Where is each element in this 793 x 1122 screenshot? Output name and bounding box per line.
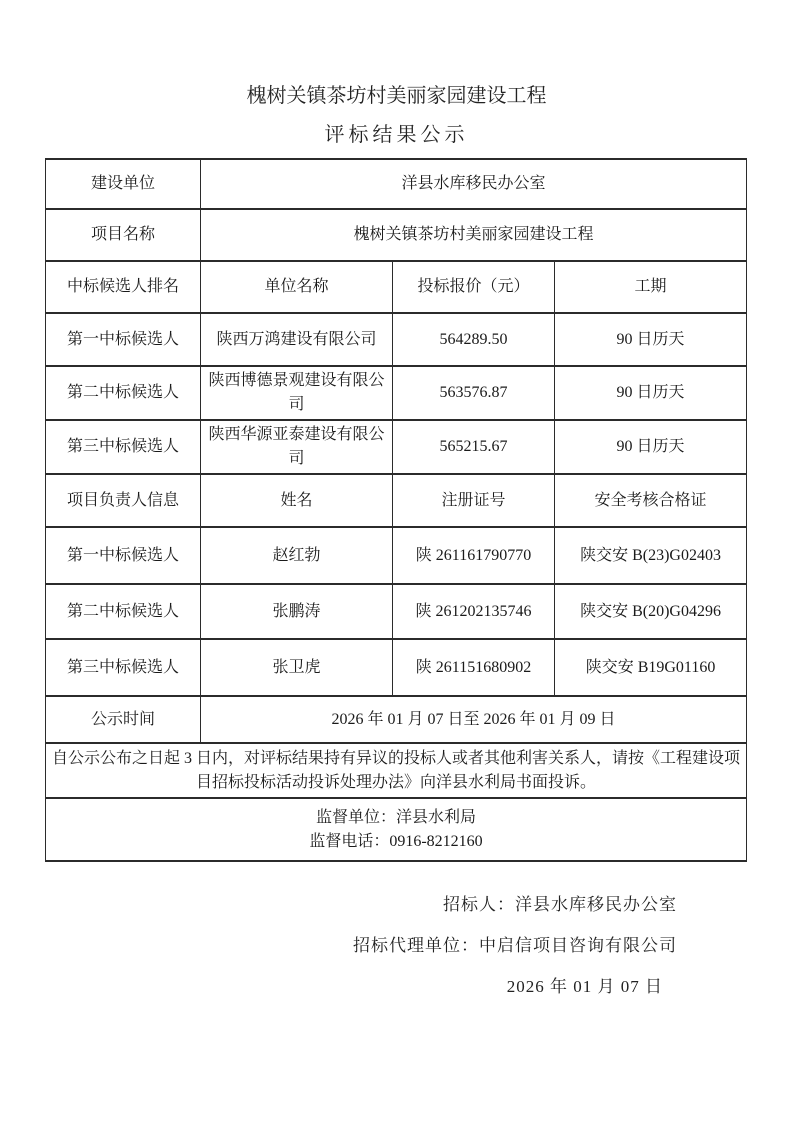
row-candidate-3 [46,420,747,474]
row-manager-1 [46,527,747,584]
manager-header-name: 姓名 [201,474,393,527]
manager-3-safety: 陕交安 B19G01160 [555,639,747,696]
manager-1-rank: 第一中标候选人 [46,527,201,584]
project-name-value: 槐树关镇茶坊村美丽家园建设工程 [201,209,747,261]
candidate-3-unit: 陕西华源亚泰建设有限公司 [201,420,393,474]
manager-3-name: 张卫虎 [201,639,393,696]
agency-line: 招标代理单位：中启信项目咨询有限公司 [353,936,677,955]
manager-3-rank: 第三中标候选人 [46,639,201,696]
candidate-header-price: 投标报价（元） [393,261,555,313]
candidate-1-unit: 陕西万鸿建设有限公司 [201,313,393,366]
row-construction-unit [46,159,747,209]
candidate-2-unit: 陕西博德景观建设有限公司 [201,366,393,420]
row-candidate-2 [46,366,747,420]
row-candidate-1 [46,313,747,366]
candidate-header-rank: 中标候选人排名 [46,261,201,313]
candidate-3-duration: 90 日历天 [555,420,747,474]
doc-title: 槐树关镇茶坊村美丽家园建设工程 [246,85,547,107]
manager-header-safety: 安全考核合格证 [555,474,747,527]
manager-2-rank: 第二中标候选人 [46,584,201,639]
project-name-label: 项目名称 [46,209,201,261]
row-manager-3 [46,639,747,696]
manager-2-name: 张鹏涛 [201,584,393,639]
supervision-unit: 监督单位：洋县水利局 [316,808,477,826]
row-supervision [46,798,747,861]
row-project-name [46,209,747,261]
manager-1-name: 赵红勃 [201,527,393,584]
supervision-cell [46,798,747,861]
signature-block [0,884,793,1007]
candidate-2-price: 563576.87 [393,366,555,420]
publicity-time-value: 2026 年 01 月 07 日至 2026 年 01 月 09 日 [201,696,747,743]
tenderer-line: 招标人：洋县水库移民办公室 [443,895,677,914]
manager-1-cert: 陕 261161790770 [393,527,555,584]
row-manager-header [46,474,747,527]
row-manager-2 [46,584,747,639]
evaluation-result-table [45,158,747,862]
manager-2-cert: 陕 261202135746 [393,584,555,639]
candidate-2-duration: 90 日历天 [555,366,747,420]
manager-3-cert: 陕 261151680902 [393,639,555,696]
manager-header-label: 项目负责人信息 [46,474,201,527]
candidate-1-duration: 90 日历天 [555,313,747,366]
construction-unit-value: 洋县水库移民办公室 [201,159,747,209]
row-publicity-time [46,696,747,743]
candidate-1-rank: 第一中标候选人 [46,313,201,366]
doc-subtitle: 评标结果公示 [324,124,469,146]
candidate-2-rank: 第二中标候选人 [46,366,201,420]
candidate-header-unit: 单位名称 [201,261,393,313]
supervision-phone: 监督电话：0916-8212160 [309,832,483,850]
candidate-header-duration: 工期 [555,261,747,313]
candidate-3-rank: 第三中标候选人 [46,420,201,474]
candidate-1-price: 564289.50 [393,313,555,366]
manager-header-cert: 注册证号 [393,474,555,527]
publicity-time-label: 公示时间 [46,696,201,743]
objection-note: 自公示公布之日起 3 日内，对评标结果持有异议的投标人或者其他利害关系人，请按《工程建设项目招标投标活动投诉处理办法》向洋县水利局书面投诉。 [46,743,747,798]
manager-1-safety: 陕交安 B(23)G02403 [555,527,747,584]
row-objection-note [46,743,747,798]
manager-2-safety: 陕交安 B(20)G04296 [555,584,747,639]
candidate-3-price: 565215.67 [393,420,555,474]
row-candidate-header [46,261,747,313]
construction-unit-label: 建设单位 [46,159,201,209]
date-line: 2026 年 01 月 07 日 [506,977,663,996]
